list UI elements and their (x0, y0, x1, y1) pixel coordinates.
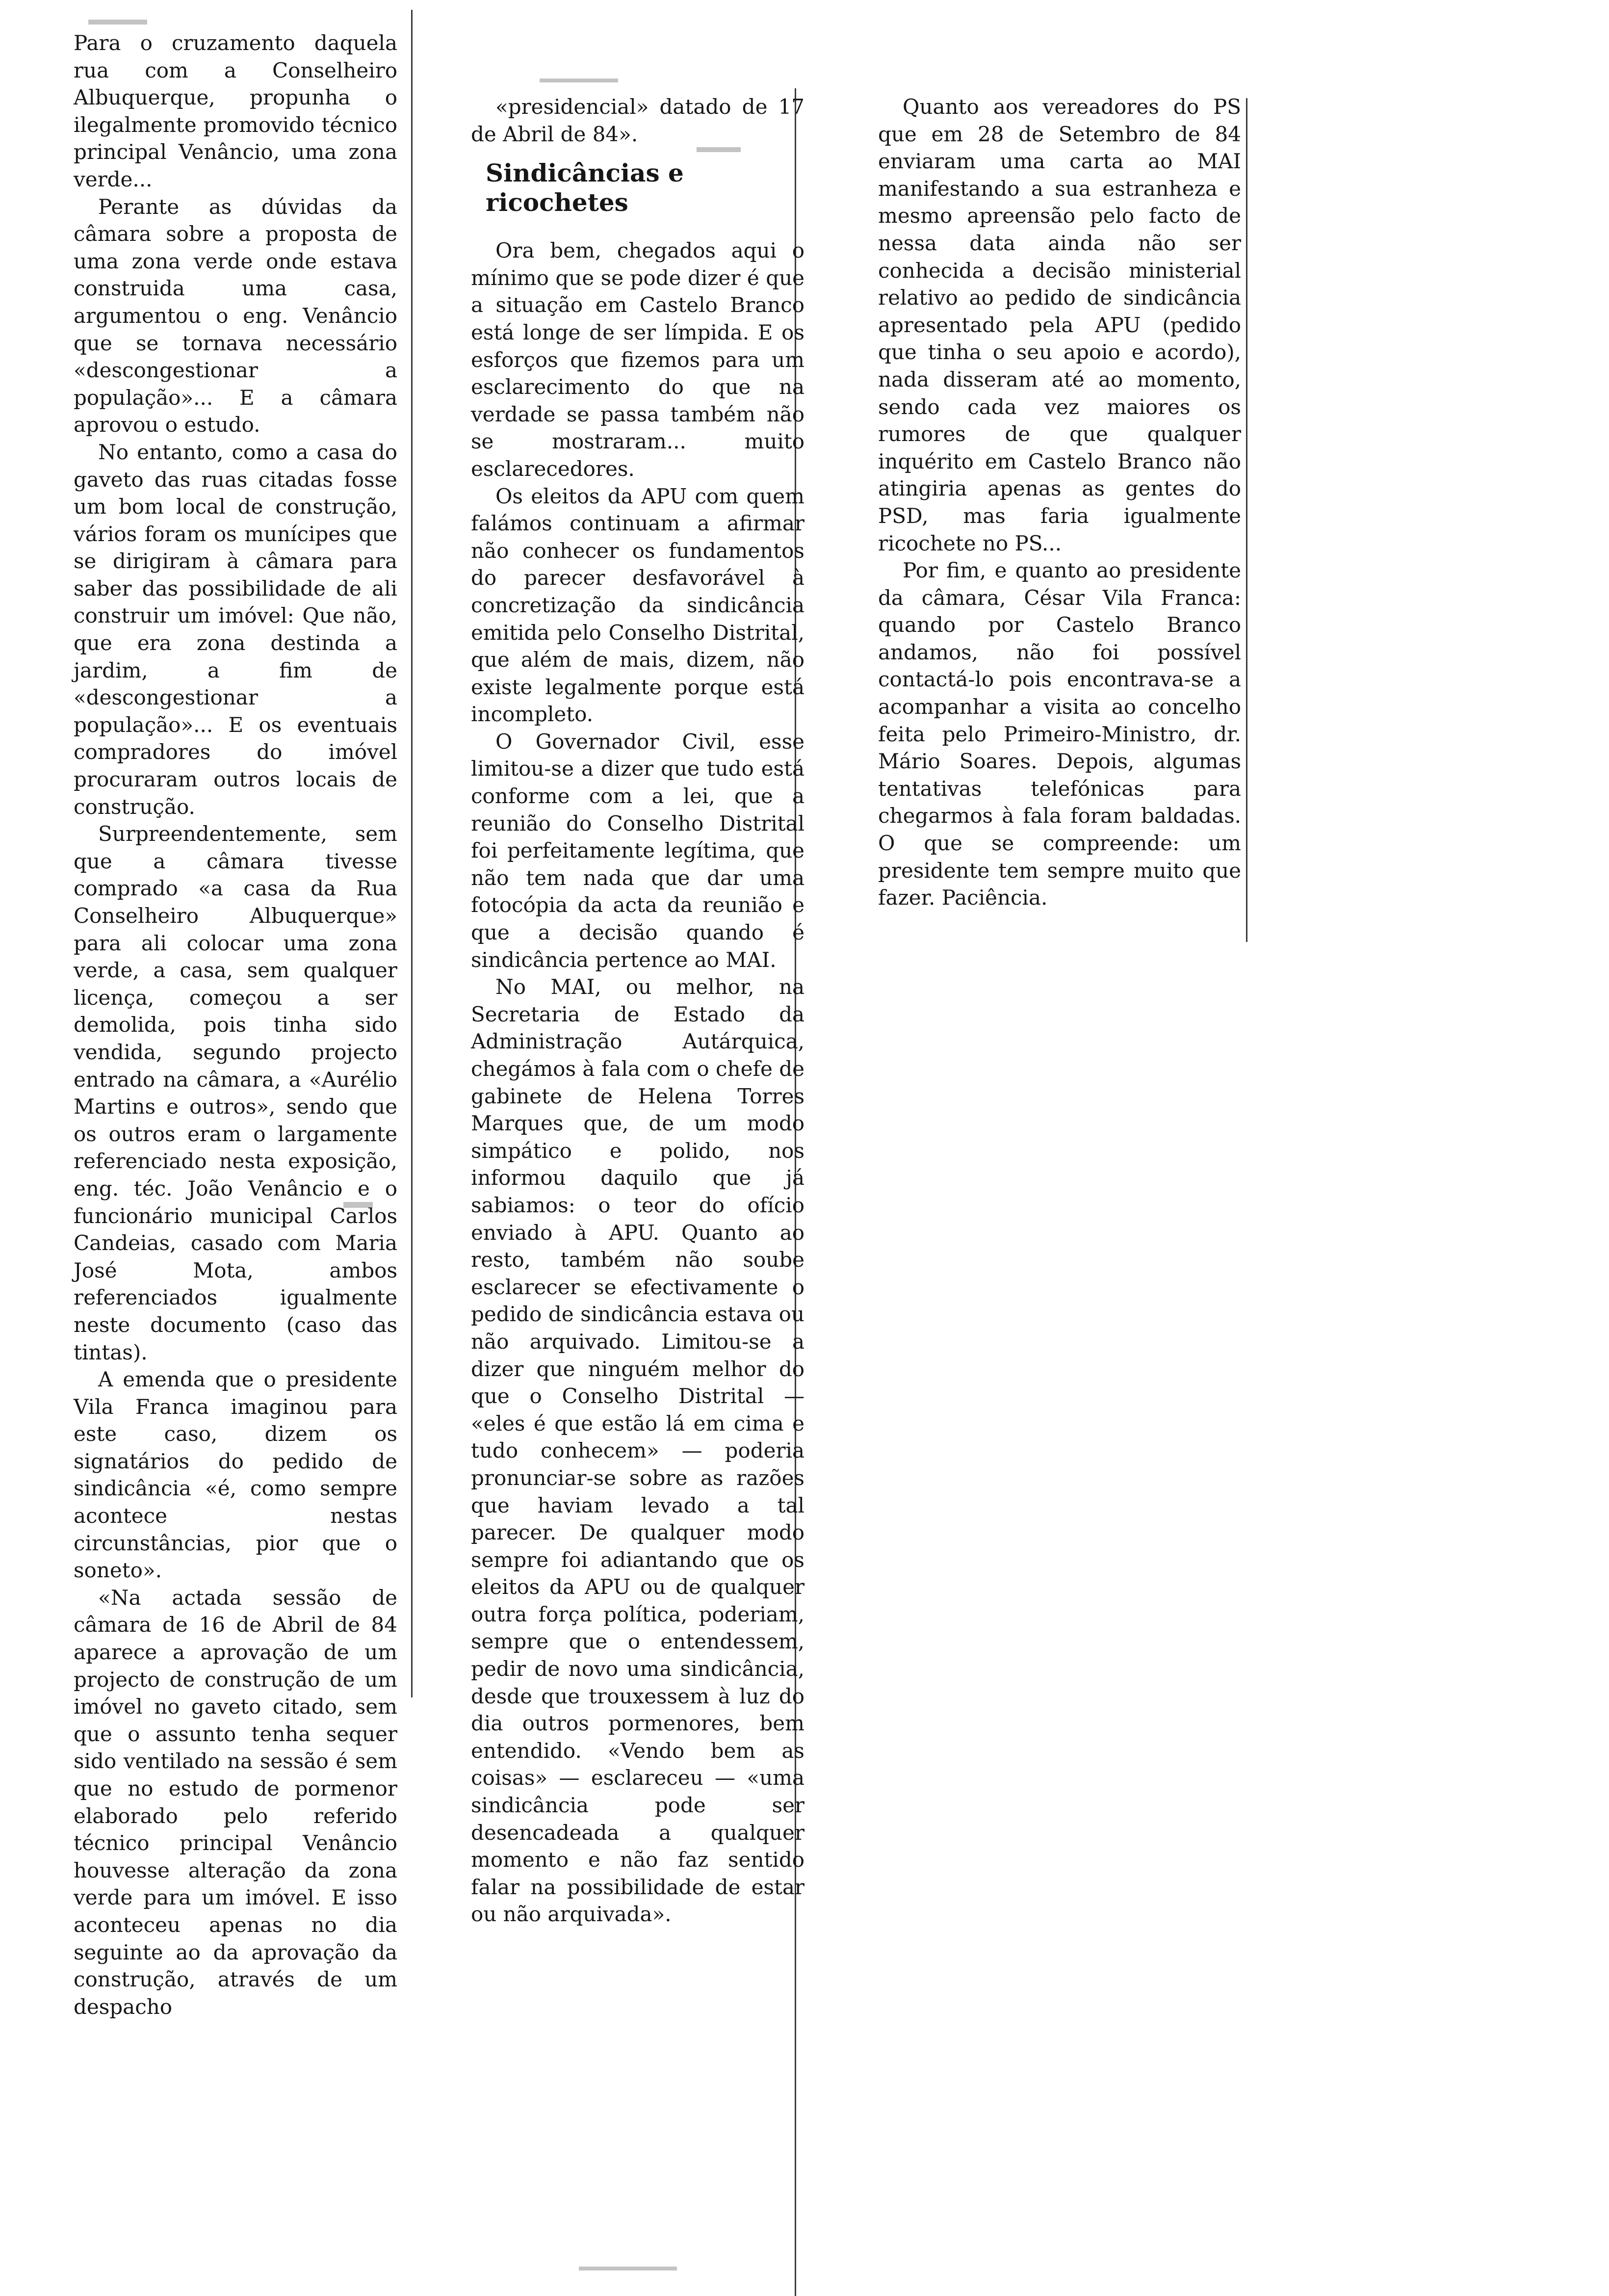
scan-noise (343, 1202, 373, 1208)
article-column-3 (878, 93, 1241, 912)
paragraph: «presidencial» datado de 17 de Abril de 84». (471, 95, 804, 146)
scan-noise (579, 2267, 677, 2270)
scan-noise (540, 78, 618, 82)
paragraph: Para o cruzamento daquela rua com a Conselheiro Albuquerque, propunha o ilegalmente promovido técnico principal Venâncio, uma zona verde... (74, 31, 397, 191)
column-rule (1246, 98, 1247, 942)
article-column-1 (74, 29, 397, 2020)
paragraph: Os eleitos da APU com quem falámos continuam a afirmar não conhecer os fundamentos do parecer desfavorável à concretização da sindicância emitida pelo Conselho Distrital, que além de mais, dizem, não existe legalmente porque está incompleto. (471, 484, 804, 727)
paragraph: O Governador Civil, esse limitou-se a dizer que tudo está conforme com a lei, que a reunião do Conselho Distrital foi perfeitamente legítima, que não tem nada que dar uma fotocópia da acta da reunião e que a decisão quando é sindicância pertence ao MAI. (471, 729, 804, 972)
section-heading: Sindicâncias e ricochetes (486, 158, 684, 217)
paragraph: Surpreendentemente, sem que a câmara tivesse comprado «a casa da Rua Conselheiro Albuquerque» para ali colocar uma zona verde, a casa, sem qualquer licença, começou a ser demolida, pois tinha sido vendida, segundo projecto entrado na câmara, a «Aurélio Martins e outros», sendo que os outros eram o largamente referenciado nesta exposição, eng. téc. João Venâncio e o funcionário municipal Carlos Candeias, casado com Maria José Mota, ambos referenciados igualmente neste documento (caso das tintas). (74, 822, 397, 1364)
paragraph: Quanto aos vereadores do PS que em 28 de Setembro de 84 enviaram uma carta ao MAI manifestando a sua estranheza e mesmo apreensão pelo facto de nessa data ainda não ser conhecida a decisão ministerial relativo ao pedido de sindicância apresentado pela APU (pedido que tinha o seu apoio e acordo), nada disseram até ao momento, sendo cada vez maiores os rumores de que qualquer inquérito em Castelo Branco não atingiria apenas as gentes do PSD, mas faria igualmente ricochete no PS... (878, 95, 1241, 555)
paragraph: A emenda que o presidente Vila Franca imaginou para este caso, dizem os signatários do pedido de sindicância «é, como sempre acontece nestas circunstâncias, pior que o soneto». (74, 1367, 397, 1583)
column-rule (411, 10, 413, 1697)
scan-noise (697, 147, 741, 152)
paragraph: Perante as dúvidas da câmara sobre a proposta de uma zona verde onde estava construida uma casa, argumentou o eng. Venâncio que se tornava necessário «descongestionar a população»... E a câmara aprovou o estudo. (74, 194, 397, 437)
paragraph: «Na actada sessão de câmara de 16 de Abril de 84 aparece a aprovação de um projecto de construção de um imóvel no gaveto citado, sem que o assunto tenha sequer sido ventilado na sessão é sem que no estudo de pormenor elaborado pelo referido técnico principal Venâncio houvesse alteração da zona verde para um imóvel. E isso aconteceu apenas no dia seguinte ao da aprovação da construção, através de um despacho (74, 1585, 397, 2019)
paragraph: No entanto, como a casa do gaveto das ruas citadas fosse um bom local de construção, vários foram os munícipes que se dirigiram à câmara para saber das possibilidade de ali construir um imóvel: Que não, que era zona destinda a jardim, a fim de «descongestionar a população»... E os eventuais compradores do imóvel procuraram outros locais de construção. (74, 440, 397, 819)
scan-noise (88, 20, 147, 25)
paragraph: Por fim, e quanto ao presidente da câmara, César Vila Franca: quando por Castelo Branco andamos, não foi possível contactá-lo pois encontrava-se a acompanhar a visita ao concelho feita pelo Primeiro-Ministro, dr. Mário Soares. Depois, algumas tentativas telefónicas para chegarmos à fala foram baldadas. O que se compreende: um presidente tem sempre muito que fazer. Paciência. (878, 558, 1241, 910)
article-column-2 (471, 93, 804, 1928)
paragraph: No MAI, ou melhor, na Secretaria de Estado da Administração Autárquica, chegámos à fala com o chefe de gabinete de Helena Torres Marques que, de um modo simpático e polido, nos informou daquilo que já sabiamos: o teor do ofício enviado à APU. Quanto ao resto, também não soube esclarecer se efectivamente o pedido de sindicância estava ou não arquivado. Limitou-se a dizer que ninguém melhor do que o Conselho Distrital — «eles é que estão lá em cima e tudo conhecem» — poderia pronunciar-se sobre as razões que haviam levado a tal parecer. De qualquer modo sempre foi adiantando que os eleitos da APU ou de qualquer outra força política, poderiam, sempre que o entendessem, pedir de novo uma sindicância, desde que trouxessem à luz do dia outros pormenores, bem entendido. «Vendo bem as coisas» — esclareceu — «uma sindicância pode ser desencadeada a qualquer momento e não faz sentido falar na possibilidade de estar ou não arquivada». (471, 975, 804, 1927)
paragraph: Ora bem, chegados aqui o mínimo que se pode dizer é que a situação em Castelo Branco está longe de ser límpida. E os esforços que fizemos para um esclarecimento do que na verdade se passa também não se mostraram... muito esclarecedores. (471, 238, 804, 481)
